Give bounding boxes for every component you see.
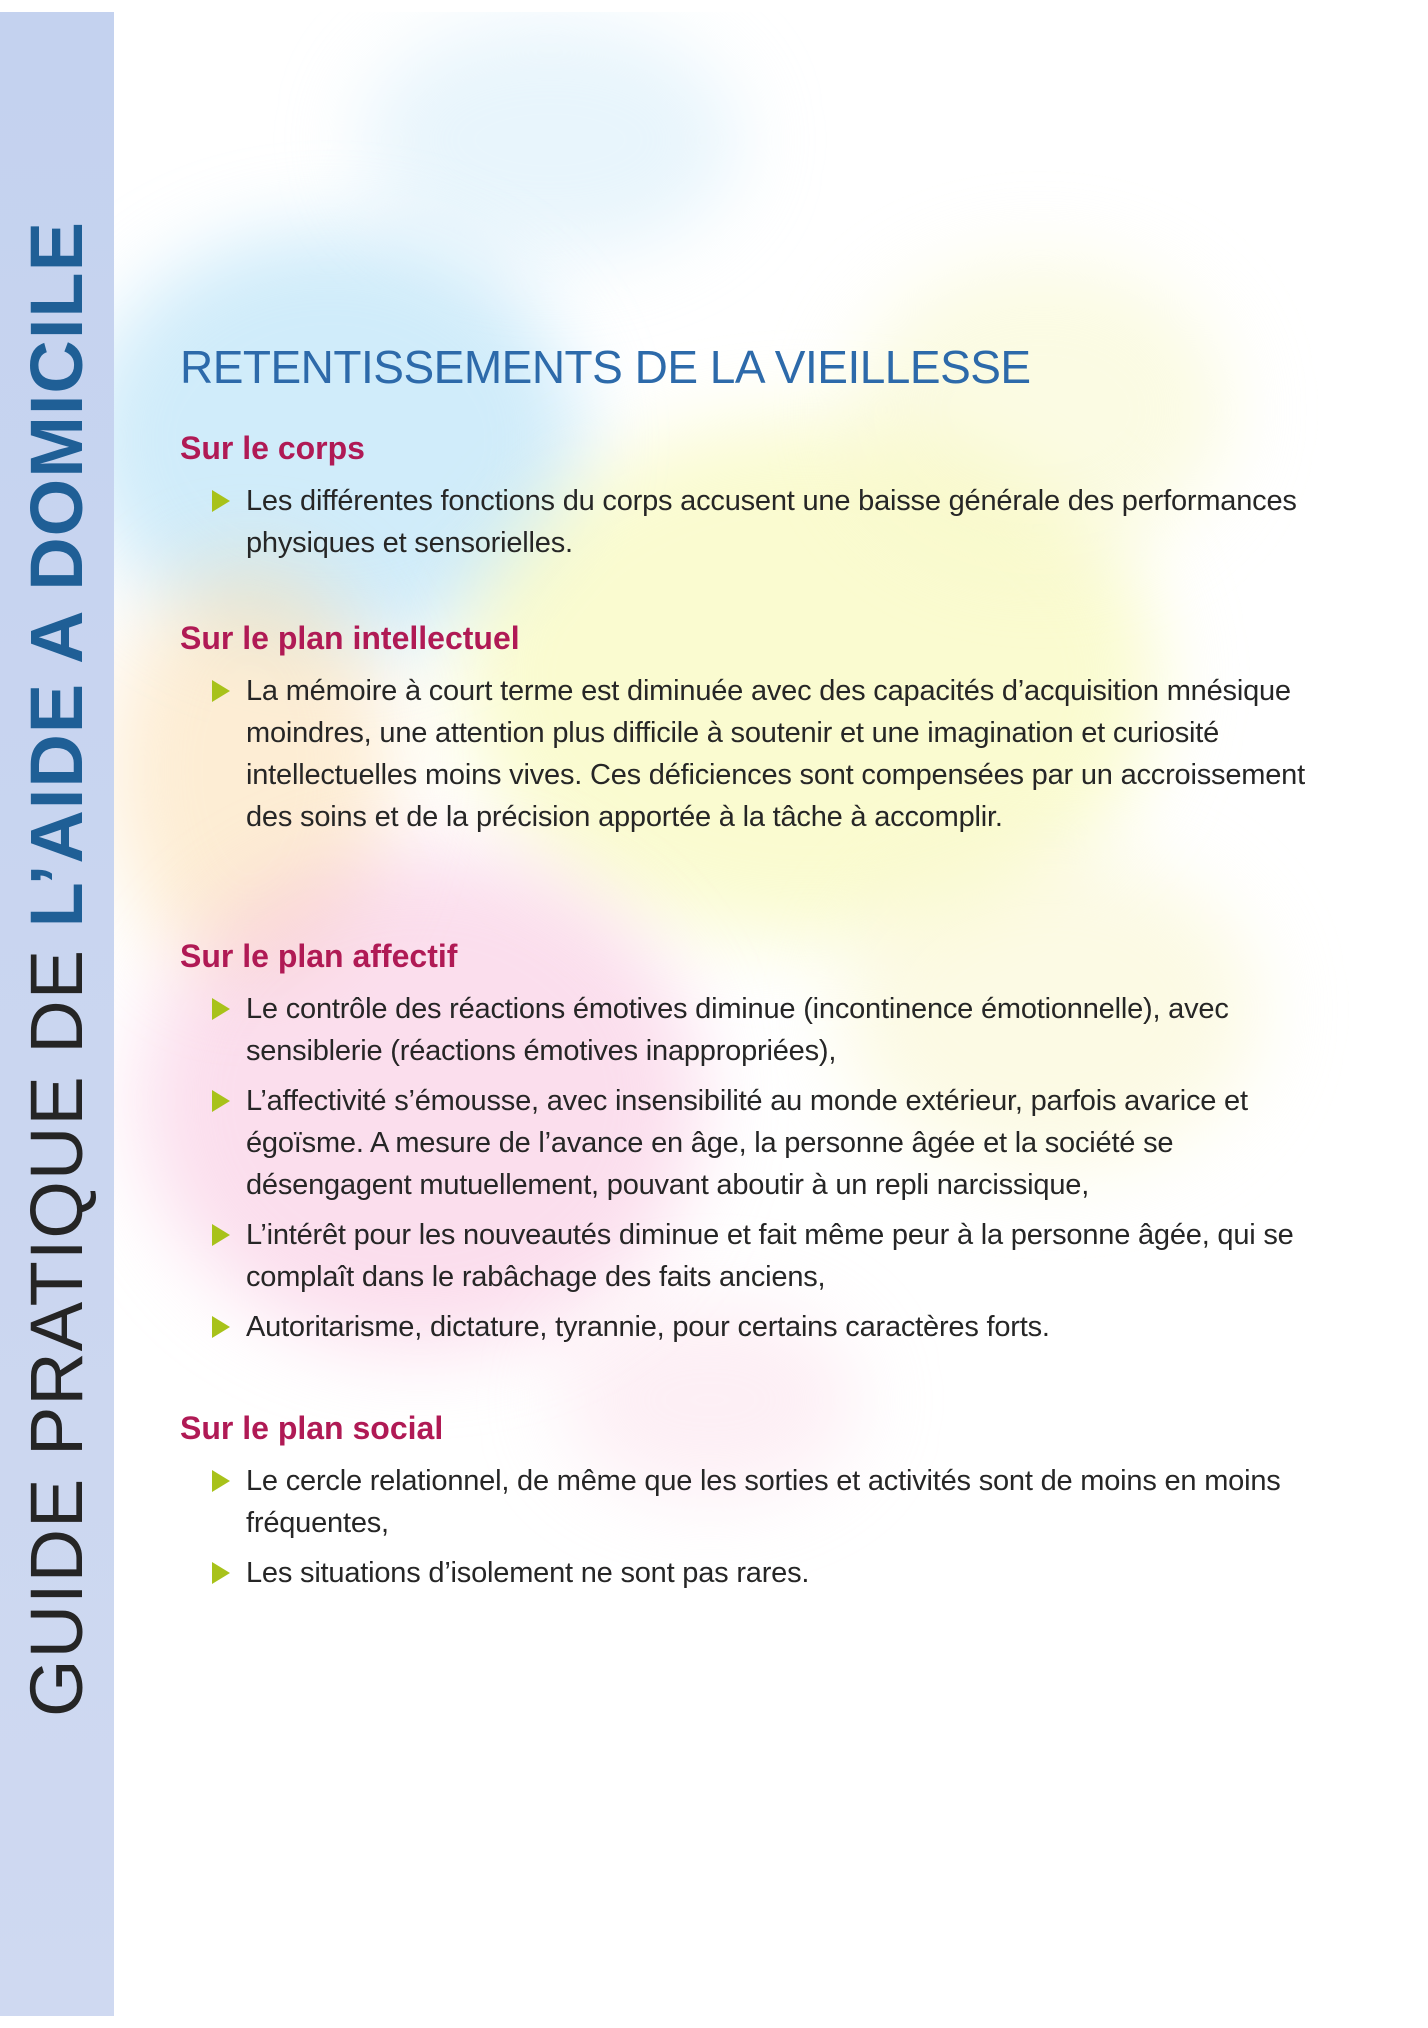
sidebar-title-light: GUIDE PRATIQUE DE — [15, 927, 98, 1717]
section-body — [180, 428, 1320, 564]
list-item — [180, 1214, 1320, 1298]
bullet-text: Autoritarisme, dictature, tyrannie, pour certains caractères forts. — [246, 1311, 1050, 1343]
section-title: Sur le corps — [180, 430, 365, 466]
bullet-text: Le contrôle des réactions émotives diminue (incontinence émotionnelle), avec sensiblerie (réactions émotives inappropriées), — [246, 993, 1229, 1067]
bullet-text: L’affectivité s’émousse, avec insensibilité au monde extérieur, parfois avarice et égoïsme. A mesure de l’avance en âge, la personne âgée et la société se désengagent mutuellement, pouvant aboutir à un repli narcissique, — [246, 1085, 1248, 1201]
triangle-bullet-icon — [212, 1562, 230, 1584]
page-title: RETENTISSEMENTS DE LA VIEILLESSE — [180, 341, 1031, 393]
bullet-list — [180, 1460, 1320, 1594]
section-title: Sur le plan affectif — [180, 938, 458, 974]
triangle-bullet-icon — [212, 1470, 230, 1492]
sidebar-band — [0, 12, 114, 2016]
bullet-list — [180, 670, 1320, 838]
list-item — [180, 1306, 1320, 1348]
triangle-bullet-icon — [212, 680, 230, 702]
section-intellect — [180, 618, 1320, 838]
sidebar-title-bold: L’AIDE A DOMICILE — [15, 221, 98, 928]
list-item — [180, 1080, 1320, 1206]
list-item — [180, 670, 1320, 838]
list-item — [180, 1552, 1320, 1594]
section-affect — [180, 936, 1320, 1348]
list-item — [180, 480, 1320, 564]
triangle-bullet-icon — [212, 1090, 230, 1112]
bullet-list — [180, 480, 1320, 564]
top-margin — [0, 0, 1428, 12]
triangle-bullet-icon — [212, 490, 230, 512]
bullet-list — [180, 988, 1320, 1348]
section-title: Sur le plan social — [180, 1410, 444, 1446]
bullet-text: Les différentes fonctions du corps accusent une baisse générale des performances physiques et sensorielles. — [246, 485, 1297, 559]
sidebar-title — [15, 221, 98, 1717]
triangle-bullet-icon — [212, 1224, 230, 1246]
bullet-text: La mémoire à court terme est diminuée avec des capacités d’acquisition mnésique moindres, une attention plus difficile à soutenir et une imagination et curiosité intellectuelles moins vives. Ces déficiences sont compensées par un accroissement des soins et de la précision apportée à la tâche à accomplir. — [246, 675, 1305, 833]
list-item — [180, 1460, 1320, 1544]
bullet-text: Le cercle relationnel, de même que les sorties et activités sont de moins en moins fréquentes, — [246, 1465, 1281, 1539]
section-social — [180, 1408, 1320, 1594]
list-item — [180, 988, 1320, 1072]
background-decoration — [360, 20, 740, 260]
triangle-bullet-icon — [212, 998, 230, 1020]
section-title: Sur le plan intellectuel — [180, 620, 520, 656]
bullet-text: L’intérêt pour les nouveautés diminue et fait même peur à la personne âgée, qui se complaît dans le rabâchage des faits anciens, — [246, 1219, 1294, 1293]
triangle-bullet-icon — [212, 1316, 230, 1338]
bullet-text: Les situations d’isolement ne sont pas rares. — [246, 1557, 810, 1589]
